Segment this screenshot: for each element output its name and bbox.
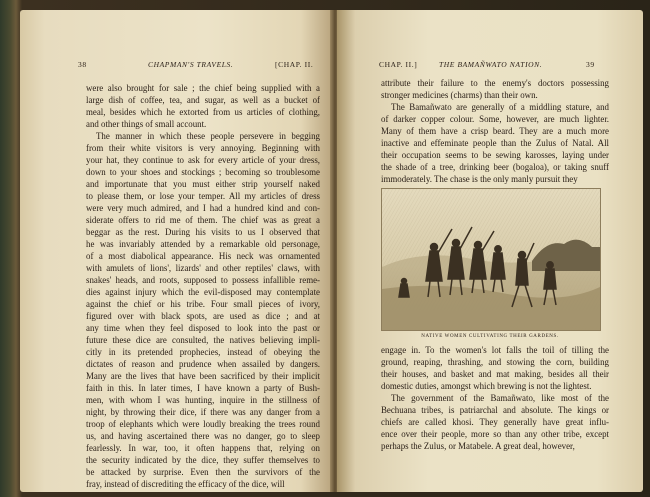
text-line: from their white visitors is very annoying. Beginning with <box>86 143 320 153</box>
text-line: engage in. To the women's lot falls the toil of tilling the <box>381 345 609 355</box>
text-line: any time when they feel disposed to look into the past or <box>86 323 320 333</box>
text-line: ence over their people, more so than any other tribe, except <box>381 429 609 439</box>
text-line: The Bamañwato are generally of a middling stature, and <box>391 102 609 112</box>
text-line: he was invariably attended by a remarkable old personage, <box>86 239 320 249</box>
text-line: snakes' heads, and roots, supposed to possess infallible reme- <box>86 275 320 285</box>
text-line: beggar as the rest. During his visits to us I observed that <box>86 227 320 237</box>
page-number: 39 <box>586 60 595 69</box>
text-line: The government of the Bamañwato, like most of the <box>391 393 609 403</box>
engraving-illustration <box>381 188 601 331</box>
text-line: meal, besides which he extorted from us articles of clothing, <box>86 107 320 117</box>
text-line: their occupation seems to be sewing karosses, laying under <box>381 150 609 160</box>
text-line: against the chief or his tribe. Four small pieces of ivory, <box>86 299 320 309</box>
text-line: ground, reaping, thrashing, and stowing the corn, building <box>381 357 609 367</box>
text-line: and importunate that you must either strip yourself naked <box>86 179 320 189</box>
text-line: were also brought for sale ; the chief being supplied with a <box>86 83 320 93</box>
text-line: dies against injury which the evil-disposed may contemplate <box>86 287 320 297</box>
running-title: CHAPMAN'S TRAVELS. <box>148 60 234 69</box>
text-line: siderate offers to rid me of them. The chief was as great a <box>86 215 320 225</box>
text-line: large dish of coffee, tea, and sugar, as well as a bucket of <box>86 95 320 105</box>
text-line: inactive and effeminate people than the Zulus of Natal. All <box>381 138 609 148</box>
left-page <box>20 10 332 492</box>
text-line: of a most diabolical appearance. His neck was ornamented <box>86 251 320 261</box>
text-line: their houses, and basket and mat making, besides all their <box>381 369 609 379</box>
left-page-body <box>86 82 320 490</box>
figure-caption: NATIVE WOMEN CULTIVATING THEIR GARDENS. <box>421 334 559 339</box>
text-line: Bechuana tribes, is patriarchal and absolute. The kings or <box>381 405 609 415</box>
text-line: chiefs are called khosi. They generally have great influ- <box>381 417 609 427</box>
text-line: men, with whom I was hunting, inquire in the stillness of <box>86 395 320 405</box>
text-line: fray, instead of discrediting the efficacy of the dice, will <box>86 479 285 489</box>
engraving-artwork <box>382 189 600 330</box>
text-line: troop of elephants which were loudly breaking the trees round <box>86 419 320 429</box>
text-line: immoderately. The chase is the only manly pursuit they <box>381 174 578 184</box>
text-line: Many of them have a crisp beard. They are a much more <box>381 126 609 136</box>
right-page-body-top <box>381 77 609 185</box>
text-line: us, and having ascertained there was no danger, go to sleep <box>86 431 320 441</box>
text-line: your hat, they continue to ask for every article of your dress, <box>86 155 320 165</box>
text-line: and other things of small account. <box>86 119 207 129</box>
text-line: with amulets of lions', lizards' and other reptiles' claws, with <box>86 263 320 273</box>
text-line: of darker copper colour. Some, however, are much lighter. <box>381 114 609 124</box>
text-line: citly in its pretended prophecies, instead of obeying the <box>86 347 320 357</box>
text-line: attribute their failure to the enemy's doctors possessing <box>381 78 609 88</box>
text-line: perhaps the Zulus, or Matabele. A great deal, however, <box>381 441 575 451</box>
text-line: night, by throwing their dice, if there was any danger from a <box>86 407 320 417</box>
text-line: were very much admired, and I had a hundred kind and con- <box>86 203 320 213</box>
running-title: THE BAMAÑWATO NATION. <box>439 60 543 69</box>
text-line: Many are the lives that have been sacrificed by their implicit <box>86 371 320 381</box>
text-line: down to your shoes and stockings ; becoming so troublesome <box>86 167 320 177</box>
text-line: the shade of a tree, drinking beer (bogaloa), or taking snuff <box>381 162 609 172</box>
right-page-body-bottom <box>381 344 609 452</box>
text-line: stronger medicines (charms) than their own. <box>381 90 538 100</box>
text-line: domestic duties, amongst which brewing is not the lightest. <box>381 381 592 391</box>
text-line: the security indicated by the dice, they suffer themselves to <box>86 455 320 465</box>
chapter-label: [CHAP. II. <box>275 60 314 69</box>
text-line: The manner in which these people persevere in begging <box>96 131 320 141</box>
text-line: dictates of reason and prudence when assailed by dangers. <box>86 359 320 369</box>
chapter-label: CHAP. II.] <box>379 60 418 69</box>
text-line: be attacked by surprise. Even then the survivors of the <box>86 467 320 477</box>
text-line: fearlessly. In war, too, it often happens that, relying on <box>86 443 320 453</box>
page-number: 38 <box>78 60 87 69</box>
text-line: to please them, or lose your temper. All my articles of dress <box>86 191 320 201</box>
text-line: figured over with black spots, are used as dice ; and at <box>86 311 320 321</box>
right-page <box>337 10 643 492</box>
text-line: faith in this. In later times, I have known a party of Bush- <box>86 383 320 393</box>
text-line: future these dice are consulted, the natives believing impli- <box>86 335 320 345</box>
